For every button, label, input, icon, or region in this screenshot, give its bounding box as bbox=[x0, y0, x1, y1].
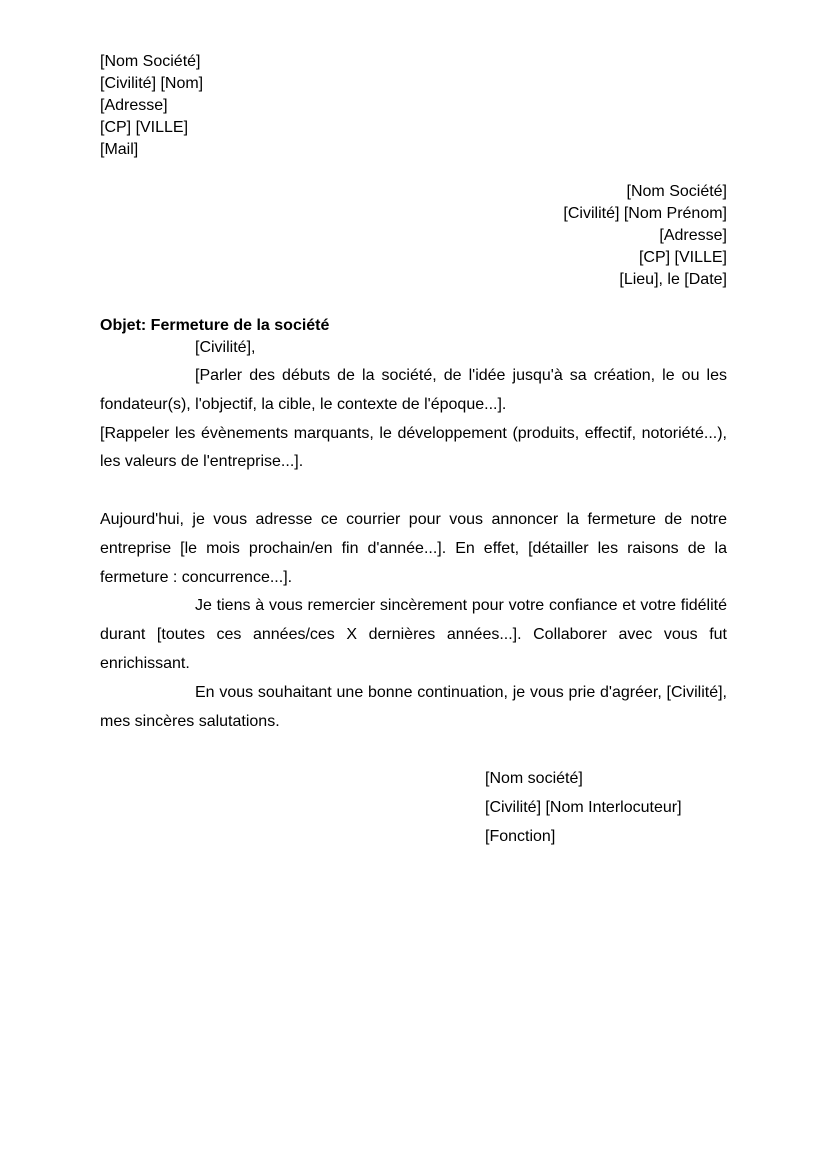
recipient-block bbox=[100, 181, 727, 291]
sender-city: [CP] [VILLE] bbox=[100, 119, 189, 136]
sender-name: [Civilité] [Nom] bbox=[100, 75, 204, 92]
signature-company: [Nom société] bbox=[485, 770, 583, 787]
body-paragraph-thanks: Je tiens à vous remercier sincèrement pour votre confiance et votre fidélité durant [toutes ces années/ces X dernières années...]. Collaborer avec vous fut enrichissant. bbox=[100, 597, 727, 672]
recipient-name: [Civilité] [Nom Prénom] bbox=[563, 205, 727, 222]
sender-address: [Adresse] bbox=[100, 97, 168, 114]
signature-name: [Civilité] [Nom Interlocuteur] bbox=[485, 798, 682, 816]
recipient-company: [Nom Société] bbox=[626, 183, 727, 200]
body-paragraph-closure: Aujourd'hui, je vous adresse ce courrier pour vous annoncer la fermeture de notre entreprise [le mois prochain/en fin d'année...]. En effet, [détailler les raisons de la fermeture : concurrence...]. bbox=[100, 510, 727, 586]
recipient-address: [Adresse] bbox=[659, 227, 727, 244]
body-paragraph-history: [Parler des débuts de la société, de l'idée jusqu'à sa création, le ou les fondateur(s), l'objectif, la cible, le contexte de l'époque...]. bbox=[100, 367, 727, 413]
recipient-city: [CP] [VILLE] bbox=[638, 249, 727, 266]
sender-block bbox=[100, 51, 203, 161]
letter-body bbox=[100, 362, 727, 736]
signature-role: [Fonction] bbox=[485, 827, 556, 845]
body-paragraph-closing: En vous souhaitant une bonne continuation, je vous prie d'agréer, [Civilité], mes sincères salutations. bbox=[100, 683, 727, 730]
body-paragraph-milestones: [Rappeler les évènements marquants, le développement (produits, effectif, notoriété...), les valeurs de l'entreprise...]. bbox=[100, 424, 727, 471]
sender-company: [Nom Société] bbox=[100, 53, 201, 70]
signature-block bbox=[485, 765, 682, 851]
sender-mail: [Mail] bbox=[100, 141, 139, 158]
subject-line: Objet: Fermeture de la société bbox=[100, 317, 330, 334]
place-date: [Lieu], le [Date] bbox=[619, 271, 727, 288]
salutation: [Civilité], bbox=[195, 339, 256, 356]
